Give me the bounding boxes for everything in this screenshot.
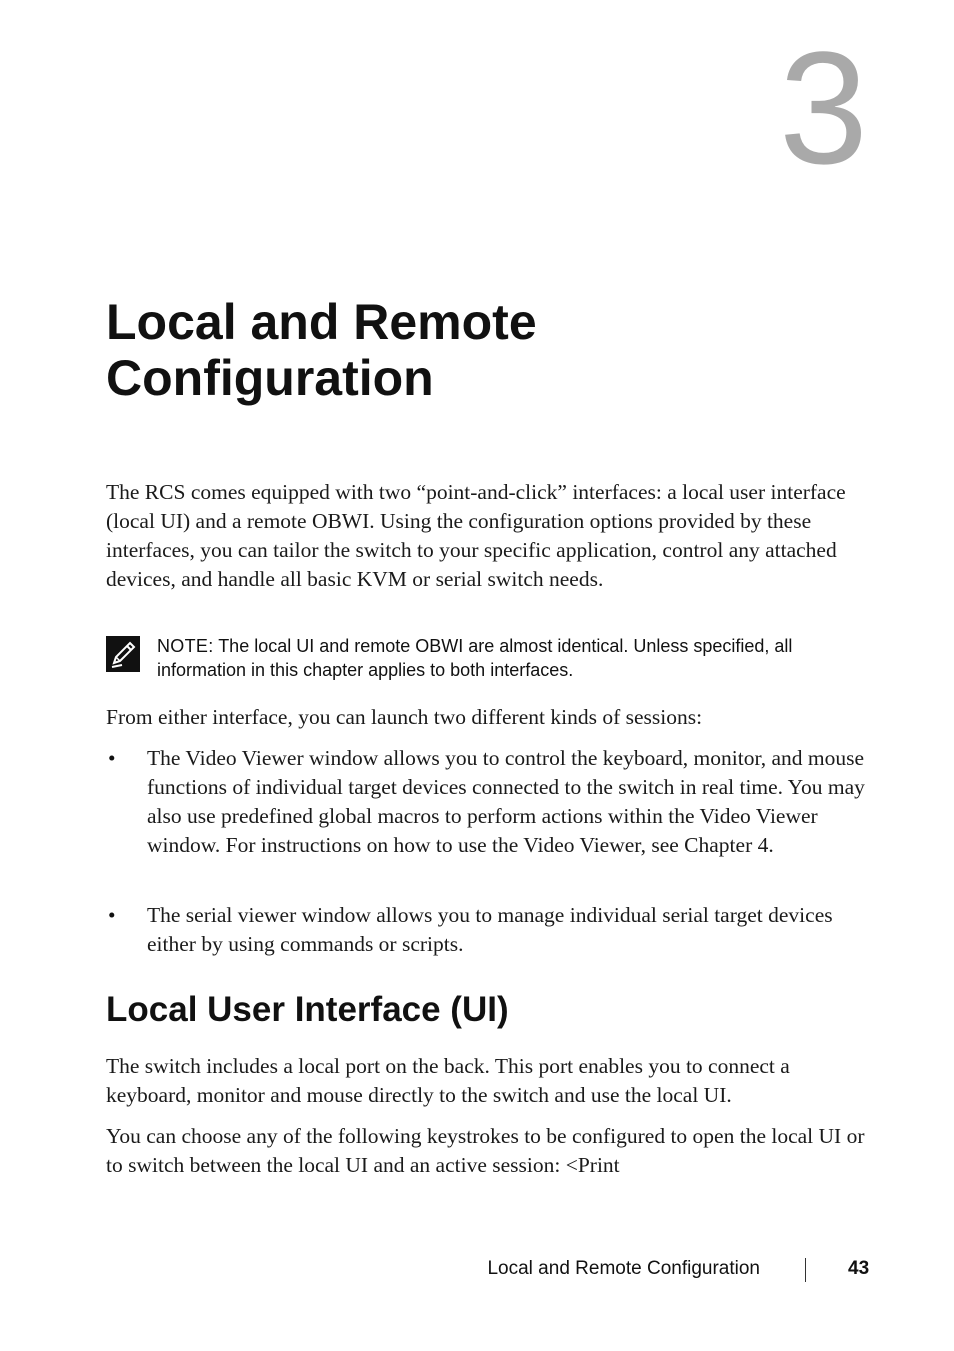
chapter-title-line-2: Configuration <box>106 350 434 406</box>
chapter-number: 3 <box>779 18 868 197</box>
footer-divider <box>805 1258 806 1282</box>
chapter-title-line-1: Local and Remote <box>106 294 537 350</box>
note-text <box>157 634 872 682</box>
list-item-text: The Video Viewer window allows you to control the keyboard, monitor, and mouse functions of individual target devices connected to the switch in real time. You may also use predefined global macros to perform actions within the Video Viewer window. For instructions on how to use the Video Viewer, see Chapter 4. <box>147 746 865 857</box>
note-label: NOTE: <box>157 636 214 656</box>
list-item-text: The serial viewer window allows you to manage individual serial target devices either by using commands or scripts. <box>147 903 833 956</box>
section-paragraph: The switch includes a local port on the back. This port enables you to connect a keyboard, monitor and mouse directly to the switch and use the local UI. <box>106 1054 790 1107</box>
note-pencil-icon <box>106 636 140 672</box>
section-paragraph: You can choose any of the following keystrokes to be configured to open the local UI or to switch between the local UI and an active session: <Print <box>106 1124 865 1177</box>
section-heading: Local User Interface (UI) <box>106 990 509 1029</box>
sessions-intro: From either interface, you can launch two different kinds of sessions: <box>106 705 703 729</box>
bullet-icon: • <box>108 903 116 927</box>
footer-title: Local and Remote Configuration <box>487 1258 760 1279</box>
page-number: 43 <box>848 1258 870 1279</box>
note-body: The local UI and remote OBWI are almost identical. Unless specified, all information in this chapter applies to both interfaces. <box>157 636 793 680</box>
bullet-icon: • <box>108 746 116 770</box>
intro-paragraph: The RCS comes equipped with two “point-and-click” interfaces: a local user interface (local UI) and a remote OBWI. Using the configuration options provided by these interfaces, you can tailor the switch to your specific application, control any attached devices, and handle all basic KVM or serial switch needs. <box>106 480 846 591</box>
chapter-title <box>106 294 537 406</box>
